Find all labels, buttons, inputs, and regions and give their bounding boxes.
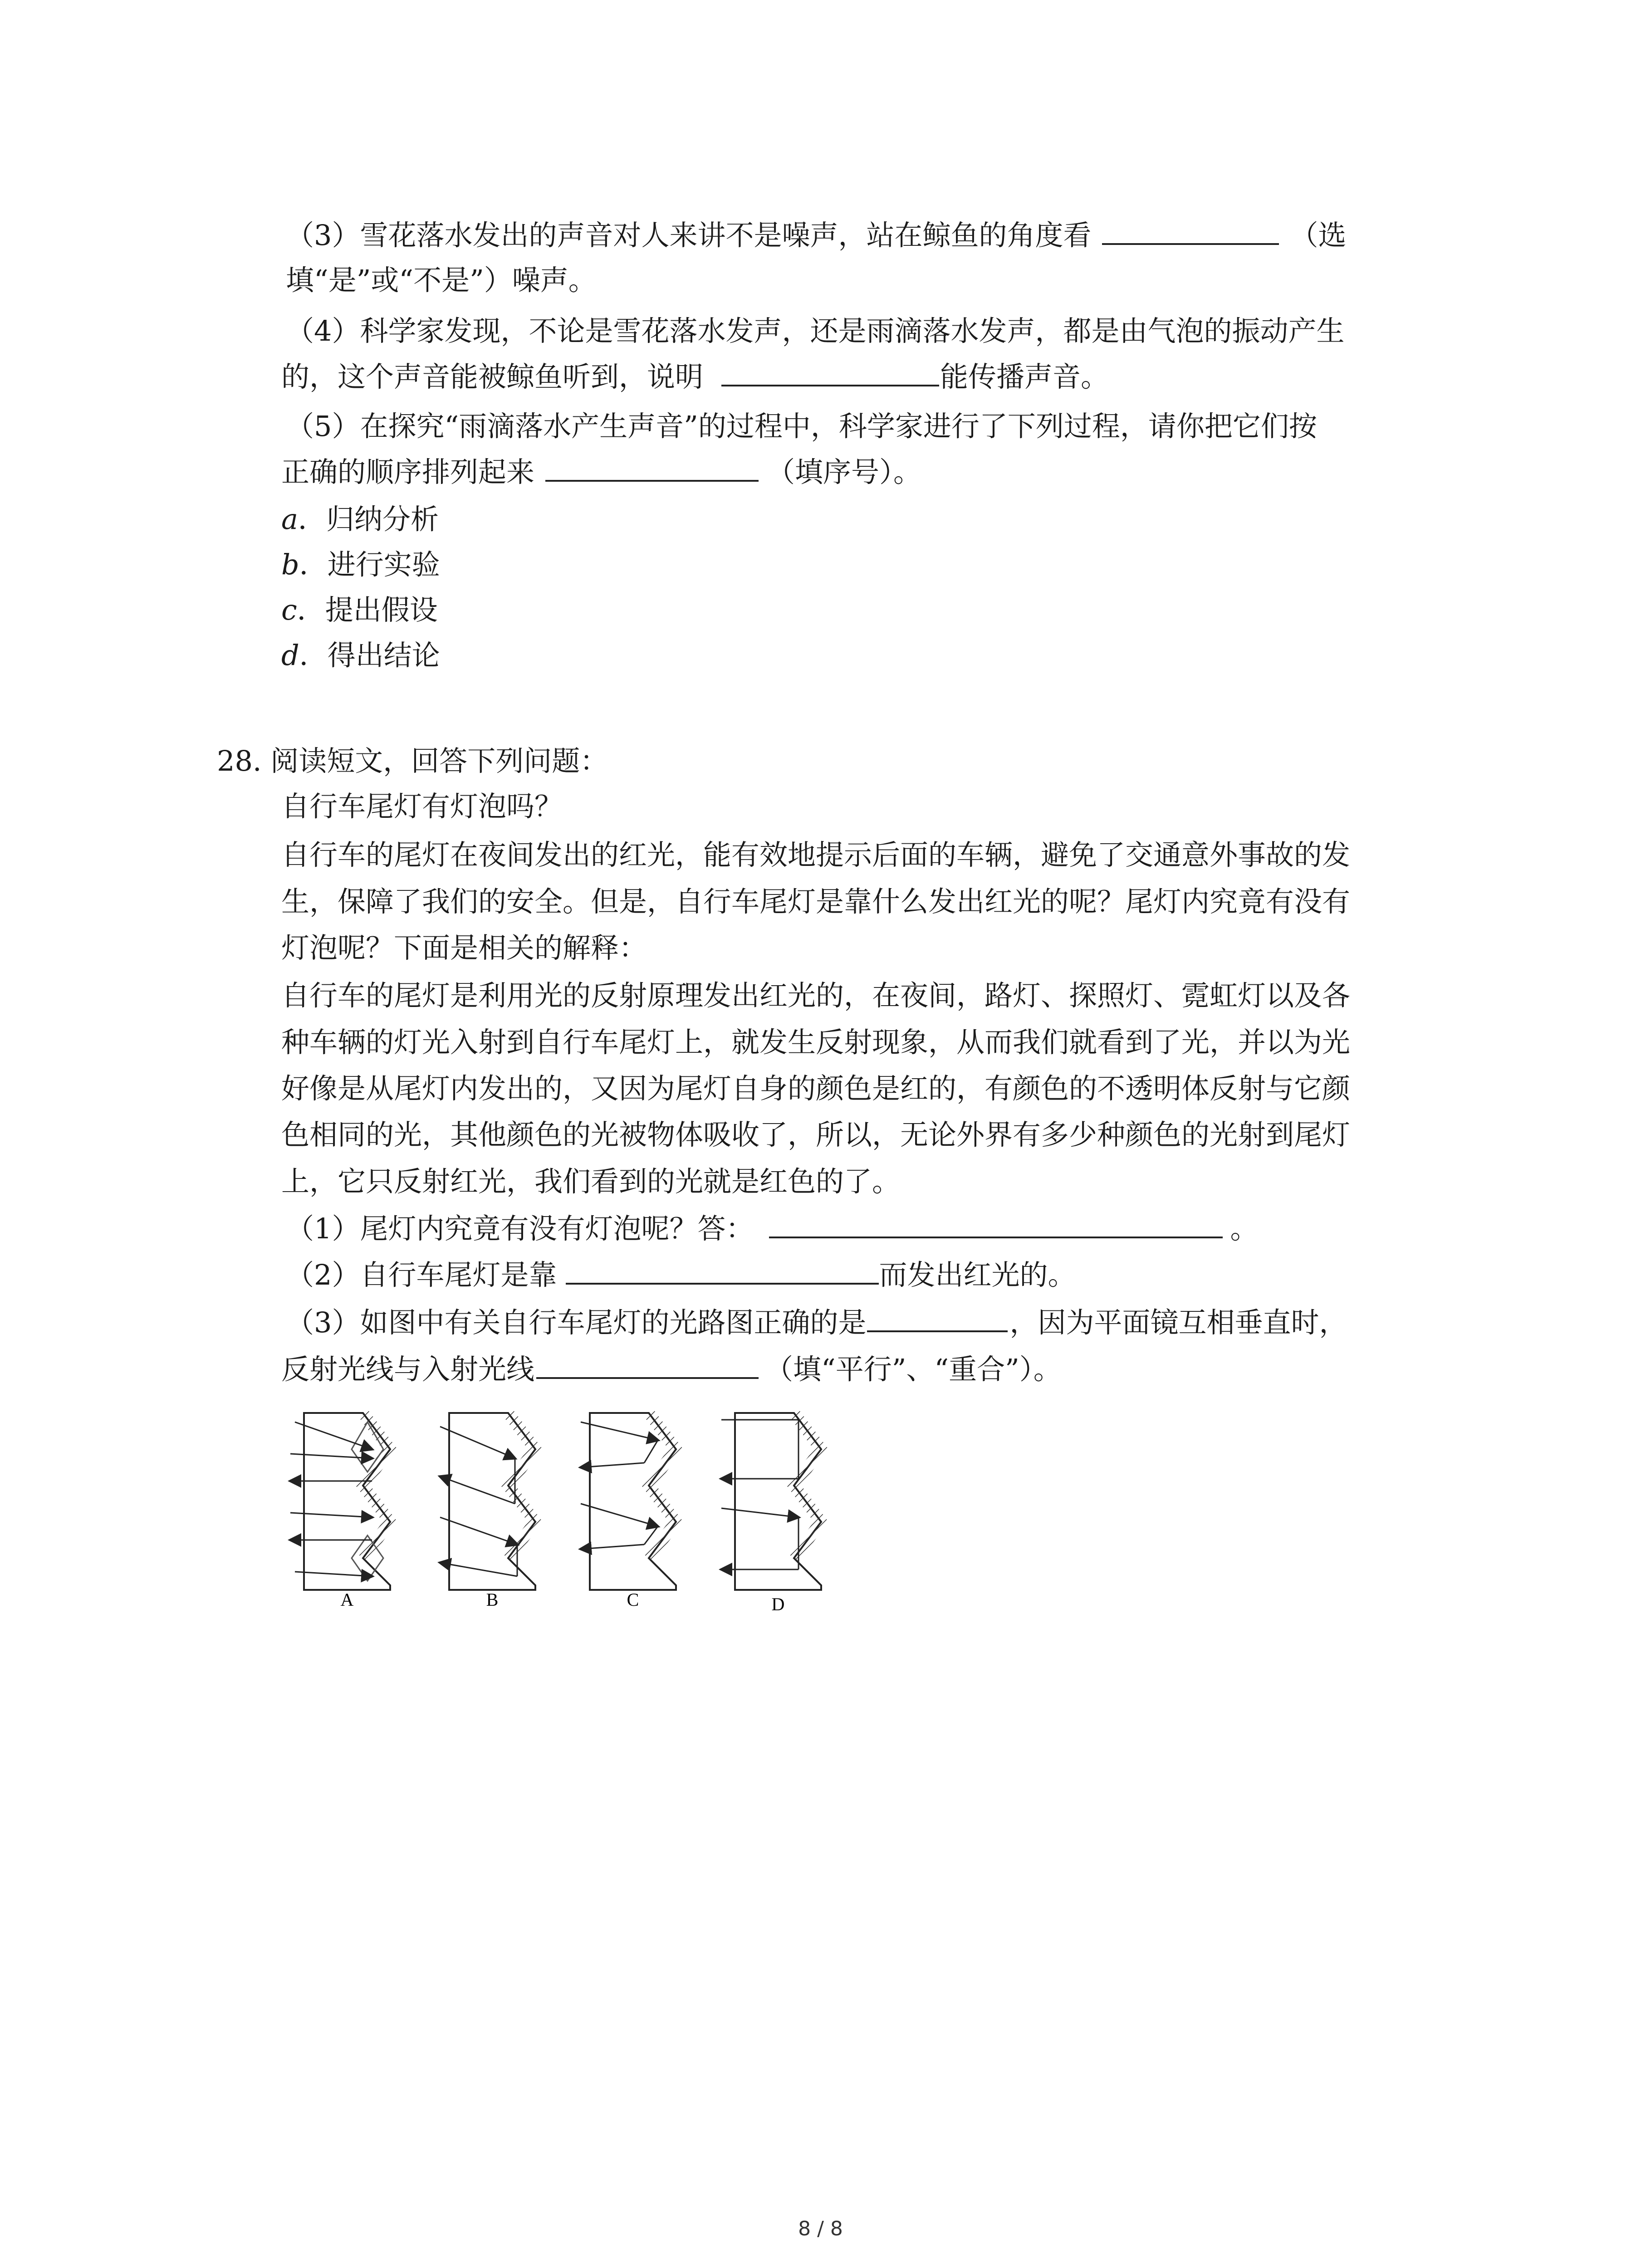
para-line: 灯泡呢？下面是相关的解释： — [281, 931, 647, 964]
q28-sub3-line1 — [286, 1304, 1347, 1341]
q28-para1-line3 — [281, 930, 647, 966]
q27-option-d — [281, 637, 440, 674]
article-title-text: 自行车尾灯有灯泡吗？ — [281, 790, 563, 823]
q27-part3-choice-hint: （选 — [1290, 219, 1347, 252]
q27-part4-text-cont: 的，这个声音能被鲸鱼听到，说明 — [281, 360, 704, 393]
option-text: ．得出结论 — [299, 639, 440, 672]
q28-sub3-text: （3）如图中有关自行车尾灯的光路图正确的是 — [286, 1306, 867, 1339]
q28-sub3-text-line2: 反射光线与入射光线 — [281, 1353, 535, 1386]
para-line: 生，保障了我们的安全。但是，自行车尾灯是靠什么发出红光的呢？尾灯内究竟有没有 — [281, 885, 1351, 918]
q28-article-title — [281, 788, 563, 825]
q27-option-c — [281, 592, 438, 628]
para-line: 上，它只反射红光，我们看到的光就是红色的了。 — [281, 1165, 901, 1198]
q27-part3-line1 — [286, 217, 1346, 254]
q27-part3-line2 — [286, 262, 597, 298]
q27-part4-line2 — [281, 358, 1109, 395]
q28-sub3-line2 — [281, 1351, 1062, 1388]
q28-para2-line4 — [281, 1117, 1350, 1153]
diagram-label-b: B — [486, 1589, 499, 1610]
q27-part4-blank[interactable] — [721, 358, 939, 386]
q28-sub1 — [286, 1210, 1258, 1247]
diagram-a — [290, 1413, 390, 1590]
q27-part5-text-cont: 正确的顺序排列起来 — [281, 455, 535, 489]
q28-para2-line5 — [281, 1163, 900, 1200]
q27-part5-blank[interactable] — [545, 454, 759, 482]
q28-sub2-blank[interactable] — [566, 1256, 879, 1285]
q27-option-b — [281, 547, 440, 583]
q28-para2-line3 — [281, 1070, 1350, 1107]
q27-part5-line1 — [286, 408, 1317, 445]
diagram-d — [721, 1413, 821, 1590]
q27-part4-line1 — [286, 313, 1344, 349]
q28-intro-text: 28. 阅读短文，回答下列问题： — [217, 744, 608, 777]
q28-para1-line1 — [281, 837, 1350, 873]
q28-sub2-end: 而发出红光的。 — [879, 1258, 1076, 1291]
q28-para2-line2 — [281, 1024, 1350, 1061]
q27-part3-text-cont: 填“是”或“不是”）噪声。 — [286, 264, 597, 297]
diagram-label-a: A — [340, 1589, 354, 1610]
q27-part3-blank[interactable] — [1102, 217, 1279, 245]
q28-sub3-blank2[interactable] — [536, 1351, 759, 1379]
q28-sub3-blank1[interactable] — [867, 1304, 1008, 1332]
q28-sub1-text: （1）尾灯内究竟有没有灯泡呢？答： — [286, 1212, 754, 1245]
option-letter: a — [281, 503, 298, 536]
q28-sub2-text: （2）自行车尾灯是靠 — [286, 1258, 557, 1291]
q27-option-a — [281, 501, 439, 538]
option-letter: d — [281, 639, 299, 672]
diagram-label-d: D — [771, 1594, 785, 1614]
diagram-b — [440, 1413, 535, 1590]
q28-sub3-end: （填“平行”、“重合”）。 — [765, 1353, 1062, 1386]
option-letter: b — [281, 548, 299, 581]
q28-sub3-text-cont: ，因为平面镜互相垂直时， — [1009, 1306, 1347, 1339]
para-line: 好像是从尾灯内发出的，又因为尾灯自身的颜色是红的，有颜色的不透明体反射与它颜 — [281, 1072, 1351, 1105]
option-text: ．提出假设 — [297, 593, 438, 626]
q28-sub2 — [286, 1256, 1076, 1293]
para-line: 自行车的尾灯在夜间发出的红光，能有效地提示后面的车辆，避免了交通意外事故的发 — [281, 838, 1351, 871]
tail-light-optics-figure — [281, 1404, 871, 1640]
q27-part5-line2 — [281, 454, 921, 490]
q27-part5-text-end: （填序号）。 — [767, 455, 922, 489]
para-line: 种车辆的灯光入射到自行车尾灯上，就发生反射现象，从而我们就看到了光，并以为光 — [281, 1026, 1351, 1059]
para-line: 色相同的光，其他颜色的光被物体吸收了，所以，无论外界有多少种颜色的光射到尾灯 — [281, 1118, 1351, 1151]
para-line: 自行车的尾灯是利用光的反射原理发出红光的，在夜间，路灯、探照灯、霓虹灯以及各 — [281, 979, 1351, 1012]
q28-para1-line2 — [281, 884, 1350, 920]
q28-intro — [217, 743, 608, 779]
q28-sub1-end: 。 — [1230, 1212, 1259, 1245]
q27-part5-text: （5）在探究“雨滴落水产生声音”的过程中，科学家进行了下列过程，请你把它们按 — [286, 410, 1317, 443]
option-text: ．进行实验 — [299, 548, 440, 581]
q27-part4-text: （4）科学家发现，不论是雪花落水发声，还是雨滴落水发声，都是由气泡的振动产生 — [286, 314, 1345, 347]
q28-para2-line1 — [281, 978, 1350, 1014]
diagram-c — [581, 1413, 676, 1590]
diagram-label-c: C — [627, 1589, 639, 1610]
option-letter: c — [281, 593, 297, 626]
q28-sub1-blank[interactable] — [769, 1210, 1223, 1238]
page-number: 8 / 8 — [798, 2217, 843, 2240]
q27-part4-text-end: 能传播声音。 — [940, 360, 1109, 393]
option-text: ．归纳分析 — [298, 503, 439, 536]
q27-part3-text: （3）雪花落水发出的声音对人来讲不是噪声，站在鲸鱼的角度看 — [286, 219, 1092, 252]
